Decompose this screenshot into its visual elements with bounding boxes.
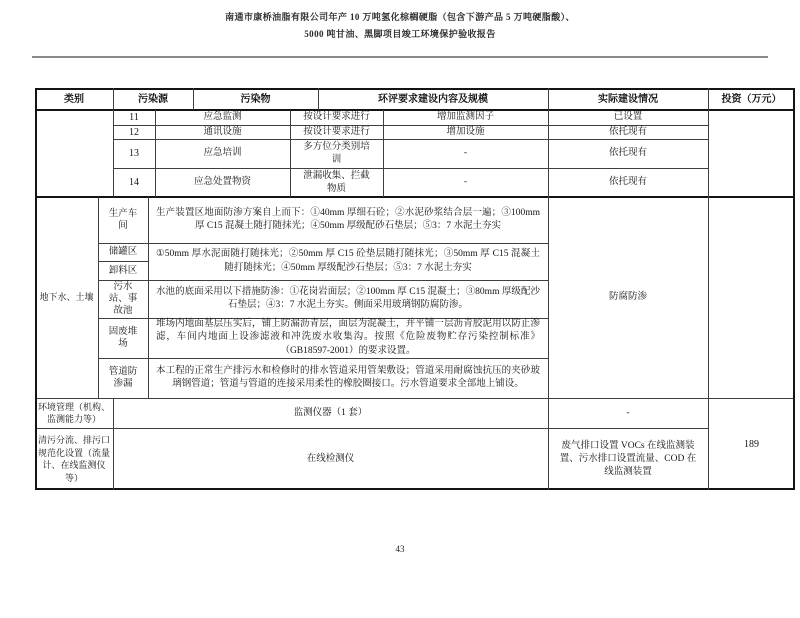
outlet-actual: 废气排口设置 VOCs 在线监测装置、污水排口设置流量、COD 在线监测装置 <box>559 440 697 477</box>
row-12-actual: 依托现有 <box>608 126 647 137</box>
row-13-no: 13 <box>129 148 139 159</box>
row-11-scale: 增加监测因子 <box>436 112 494 122</box>
document-title-line1: 南通市康桥油脂有限公司年产 10 万吨氢化棕榈硬脂（包含下游产品 5 万吨硬脂酸）、 <box>225 12 575 22</box>
header-category: 类别 <box>64 93 84 105</box>
content-pipeline <box>148 358 548 398</box>
row-13-actual: 依托现有 <box>608 148 647 158</box>
header-eia-requirement: 环评要求建设内容及规模 <box>378 93 488 105</box>
row-12-requirement: 按设计要求进行 <box>303 126 370 137</box>
row-14-no: 14 <box>129 177 139 188</box>
content-tank-unloading <box>148 243 548 280</box>
content-tank-unloading-text: ①50mm 厚水泥面随打随抹光；②50mm 厚 C15 砼垫层随打随抹光；③50mm 厚 C15 混凝土随打随抹光；④50mm 厚级配沙石垫层；⑤3：7 水泥土夯实 <box>156 249 540 273</box>
row-13-requirement: 多方位分类别培训 <box>303 141 370 165</box>
row-11-actual: 已设置 <box>613 112 643 122</box>
investment-value: 189 <box>744 438 759 450</box>
row-11-no: 11 <box>129 112 139 123</box>
row-12-scale: 增加设施 <box>446 126 485 137</box>
management-actual: - <box>626 407 630 418</box>
acceptance-table <box>35 88 795 490</box>
row-14-actual: 依托现有 <box>608 177 647 187</box>
row-13-scale: - <box>463 148 468 158</box>
row-11-item: 应急监测 <box>203 112 242 122</box>
document-title <box>0 9 800 43</box>
document-title-line2: 5000 吨甘油、黑脚项目竣工环境保护验收报告 <box>304 29 496 39</box>
row-12-no: 12 <box>129 126 139 138</box>
header-actual: 实际建设情况 <box>598 93 658 105</box>
row-12-item: 通讯设施 <box>203 126 242 137</box>
row-14-item: 应急处置物资 <box>193 177 251 187</box>
content-sewage-pool <box>148 280 548 318</box>
management-content: 监测仪器（1 套） <box>293 407 368 418</box>
label-sewage-pool: 污水站、事故池 <box>108 282 138 316</box>
row-13-item: 应急培训 <box>203 148 242 158</box>
row-11-requirement: 按设计要求进行 <box>303 112 370 122</box>
content-waste-yard-text: 堆场内地面基层压实后，铺上防漏沥青层，面层为混凝土，并平铺一层沥青胶泥用以防止渗滤，车间内地面上设渗滤液和冲洗废水收集沟。按照《危险废物贮存污染控制标准》（GB18597-2001）的要求设置。 <box>156 318 540 356</box>
header-investment: 投资（万元） <box>721 93 782 105</box>
header-pollutant: 污染物 <box>240 93 271 105</box>
content-workshop-text: 生产装置区地面防渗方案自上而下：①40mm 厚细石砼；②水泥砂浆结合层一遍；③100mm 厚 C15 混凝土随打随抹光；④50mm 厚级配砂石垫层；⑤3：7 水泥土夯实 <box>156 207 540 231</box>
content-waste-yard <box>148 318 548 358</box>
label-tank-area: 储罐区 <box>108 247 138 257</box>
content-pipeline-text: 本工程的正常生产排污水和检修时的排水管道采用管架敷设；管道采用耐腐蚀抗压的夹砂玻璃钢管道；管道与管道的连接采用柔性的橡胶圈接口。污水管道要求全部地上铺设。 <box>156 365 540 389</box>
page-number: 43 <box>395 544 405 554</box>
row-14-requirement: 泄漏收集、拦截物质 <box>303 170 370 194</box>
header-source: 污染源 <box>138 93 168 105</box>
label-pipeline: 管道防渗漏 <box>108 367 138 389</box>
content-sewage-pool-text: 水池的底面采用以下措施防渗：①花岗岩面层；②100mm 厚 C15 混凝土；③80mm 厚级配沙石垫层；④3：7 水泥土夯实。侧面采用玻璃钢防腐防渗。 <box>156 286 540 310</box>
groundwater-actual: 防腐防渗 <box>608 292 647 302</box>
row-14-scale: - <box>463 177 468 187</box>
category-outlet-standardization: 清污分流、排污口规范化设置（流量计、在线监测仪等） <box>37 435 110 483</box>
category-groundwater-soil: 地下水、土壤 <box>39 292 94 303</box>
label-unloading-area: 卸料区 <box>108 265 138 276</box>
content-workshop <box>148 197 548 243</box>
label-workshop: 生产车间 <box>108 209 138 231</box>
category-env-management: 环境管理（机构、监测能力等） <box>37 401 110 424</box>
header-rule <box>32 56 768 58</box>
label-waste-yard: 固废堆场 <box>108 327 138 349</box>
outlet-content: 在线检测仪 <box>306 453 355 464</box>
